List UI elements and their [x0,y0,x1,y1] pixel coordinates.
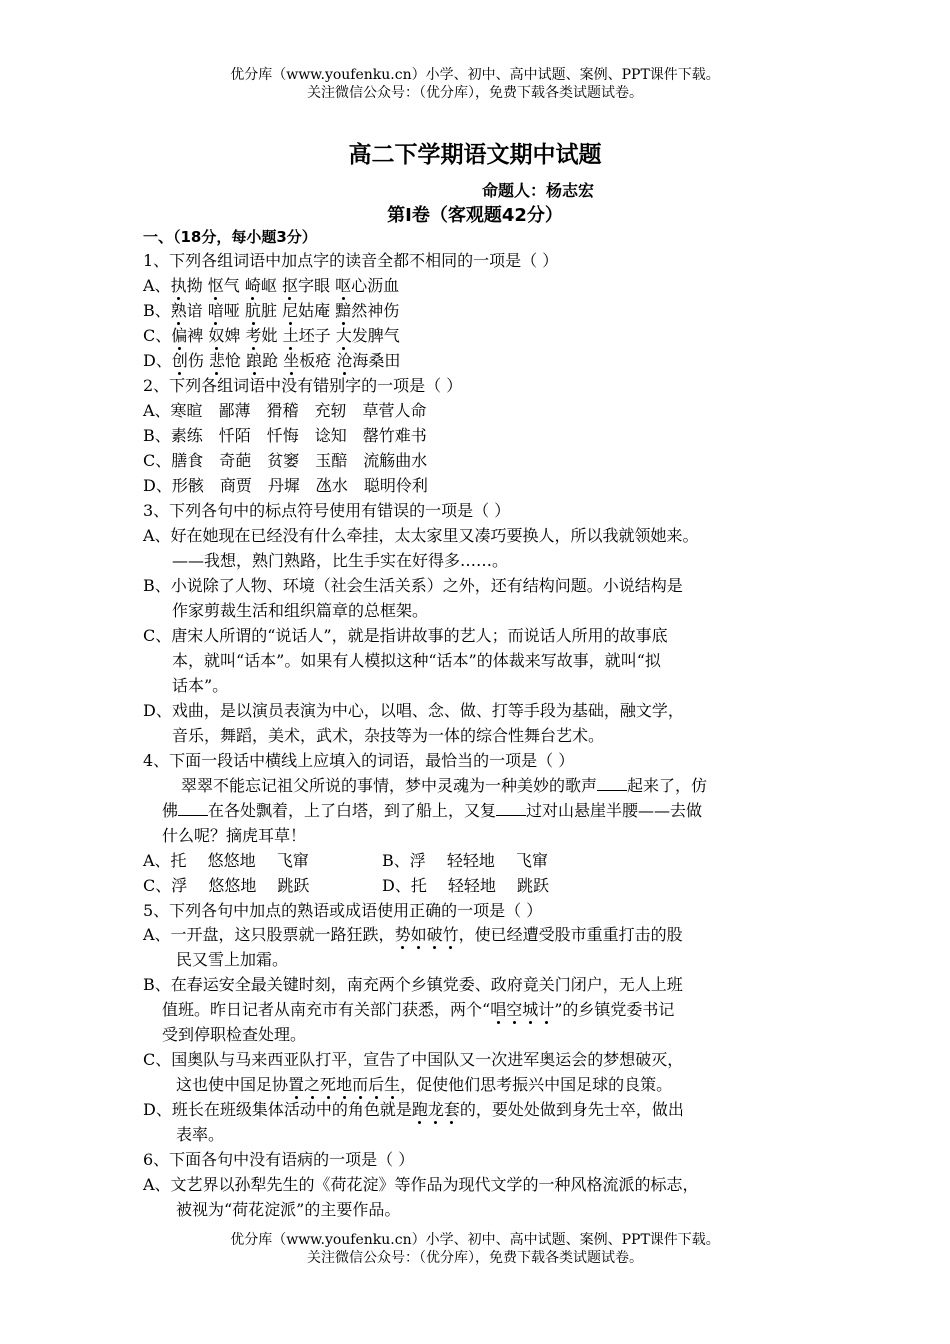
q2-option-d: D、形骸 商贾 丹墀 氹水 聪明伶利 [143,476,428,495]
q1-b-word-1: B、熟谙 [143,301,203,320]
q5-a-text: A、一开盘，这只股票就一路狂跌， [143,925,395,944]
header-line-2: 关注微信公众号：（优分库），免费下载各类试题试卷。 [307,85,643,101]
q4-option-a: A、托 悠悠地 飞窜 [143,851,309,870]
q5-option-a-line2: 民又雪上加霜。 [176,950,289,969]
q1-a-word-2: 怄气 [207,276,240,295]
q1-c-word-5: 大发脾气 [335,326,400,345]
q3-stem: 3、下列各句中的标点符号使用有错误的一项是（ ） [143,501,511,520]
q4-passage-line1 [181,773,707,798]
q5-stem: 5、下列各句中加点的熟语或成语使用正确的一项是（ ） [143,901,543,920]
q1-d-word-1: D、创伤 [143,351,204,370]
dotted-character: 悲 [208,351,225,370]
q1-stem: 1、下列各组词语中加点字的读音全都不相同的一项是（ ） [143,251,559,270]
q3-option-c-line3: 话本”。 [172,676,229,695]
q6-option-a-line1: A、文艺界以孙犁先生的《荷花淀》等作品为现代文学的一种风格流派的标志， [143,1175,699,1194]
q4-blank-3 [496,799,526,816]
q4-option-c: C、浮 悠悠地 跳跃 [143,876,310,895]
dotted-character: 崎 [244,276,261,295]
q1-b-word-3: 肮脏 [245,301,278,320]
dotted-character: 唱 [490,1000,507,1019]
q3-option-d-line1: D、戏曲，是以演员表演为中心，以唱、念、做、打等手段为基础，融文学， [143,701,684,720]
q5-option-b-line1: B、在春运安全最关键时刻，南充两个乡镇党委、政府竟关门闭户，无人上班 [143,975,683,994]
footer-line-1: 优分库（www.youfenku.cn）小学、初中、高中试题、案例、PPT课件下载。 [230,1232,720,1248]
q1-b-word-5: 黯然神伤 [335,301,400,320]
dotted-character: 坐 [283,351,300,370]
dotted-character: 生 [384,1075,401,1094]
dotted-character: 而 [352,1075,369,1094]
q4-passage-text: 过对山悬崖半腰——去做 [526,801,703,820]
dotted-character: 如 [410,925,427,944]
dotted-character: 熟 [170,301,187,320]
q3-option-a-line1: A、好在她现在已经没有什么牵挂，太太家里又凑巧要换人，所以我就领她来。 [143,526,699,545]
q4-option-b: B、浮 轻轻地 飞窜 [382,851,548,870]
section-heading: 一、（18分，每小题3分） [143,228,317,246]
q1-c-word-3: 考妣 [245,326,278,345]
q1-a-word-3: 崎岖 [244,276,277,295]
exam-author: 命题人：杨志宏 [482,181,595,200]
q5-a-text: ，使已经遭受股市重重打击的股 [458,925,683,944]
q5-c-dotted-phrase [288,1075,400,1094]
q1-d-word-2: 悲怆 [208,351,241,370]
dotted-character: 呕 [335,276,352,295]
dotted-character: 黯 [335,301,352,320]
q5-a-dotted-phrase [395,925,459,944]
q5-option-d-line2: 表率。 [176,1125,225,1144]
q1-c-word-4: 土坯子 [282,326,331,345]
dotted-character: 置 [288,1075,305,1094]
q4-passage-text: 佛 [162,801,179,820]
dotted-character: 跑 [411,1100,428,1119]
q3-option-c-line1: C、唐宋人所谓的“说话人”，就是指讲故事的艺人；而说话人所用的故事底 [143,626,668,645]
footer-line-2: 关注微信公众号：（优分库），免费下载各类试题试卷。 [307,1250,643,1266]
q4-passage-line2 [162,798,702,823]
q5-d-dotted-phrase [412,1100,460,1119]
q1-a-word-5: 呕心沥血 [335,276,400,295]
dotted-character: 考 [245,326,262,345]
dotted-character: 肮 [245,301,262,320]
q4-passage-line3: 什么呢？摘虎耳草！ [162,826,307,845]
q1-option-c [143,323,400,348]
q3-option-b-line2: 作家剪裁生活和组织篇章的总框架。 [172,601,429,620]
q5-d-text: 的，要处处做到身先士卒，做出 [459,1100,684,1119]
dotted-character: 后 [368,1075,385,1094]
header-line-1: 优分库（www.youfenku.cn）小学、初中、高中试题、案例、PPT课件下载。 [230,67,720,83]
q3-option-c-line2: 本，就叫“话本”。如果有人模拟这种“话本”的体裁来写故事，就叫“拟 [172,651,661,670]
volume-heading: 第Ⅰ卷（客观题42分） [387,205,563,226]
q1-d-word-5: 沧海桑田 [336,351,401,370]
dotted-character: 创 [171,351,188,370]
dotted-character: 怄 [207,276,224,295]
dotted-character: 执 [170,276,187,295]
dotted-character: 城 [522,1000,539,1019]
q1-c-word-1: C、偏裨 [143,326,204,345]
exam-title: 高二下学期语文期中试题 [348,142,602,168]
q1-option-b [143,298,399,323]
dotted-character: 死 [320,1075,337,1094]
dotted-character: 大 [335,326,352,345]
dotted-character: 套 [443,1100,460,1119]
q3-option-a-line2: ——我想，熟门熟路，比生手实在好得多……。 [172,551,509,570]
dotted-character: 抠 [281,276,298,295]
dotted-character: 偏 [171,326,188,345]
q1-b-word-4: 尼姑庵 [282,301,331,320]
dotted-character: 势 [394,925,411,944]
dotted-character: 尼 [282,301,299,320]
q5-option-b-line2 [162,997,674,1022]
dotted-character: 空 [506,1000,523,1019]
dotted-character: 破 [426,925,443,944]
q3-option-b-line1: B、小说除了人物、环境（社会生活关系）之外，还有结构问题。小说结构是 [143,576,683,595]
dotted-character: 土 [282,326,299,345]
q5-b-text: ”的乡镇党委书记 [554,1000,675,1019]
q2-option-c: C、膳食 奇葩 贫窭 玉醅 流觞曲水 [143,451,428,470]
q5-d-text: D、班长在班级集体活动中的角色就是 [143,1100,412,1119]
q5-b-text: 值班。昨日记者从南充市有关部门获悉，两个“ [162,1000,491,1019]
q4-blank-1 [597,774,627,791]
q6-option-a-line2: 被视为“荷花淀派”的主要作品。 [176,1200,401,1219]
q5-option-b-line3: 受到停职检查处理。 [162,1025,307,1044]
dotted-character: 喑 [207,301,224,320]
dotted-character: 沧 [336,351,353,370]
q1-option-d [143,348,400,373]
q2-option-a: A、寒暄 鄙薄 猾稽 充轫 草菅人命 [143,401,427,420]
q5-b-dotted-phrase [490,1000,554,1019]
q1-a-word-4: 抠字眼 [281,276,330,295]
dotted-character: 计 [538,1000,555,1019]
q5-option-d-line1 [143,1097,684,1122]
q4-passage-text: 翠翠不能忘记祖父所说的事情，梦中灵魂为一种美妙的歌声 [181,776,598,795]
q1-a-word-1: A、执拗 [143,276,203,295]
q3-option-d-line2: 音乐，舞蹈，美术，武术，杂技等为一体的综合性舞台艺术。 [172,726,605,745]
q6-stem: 6、下面各句中没有语病的一项是（ ） [143,1150,415,1169]
q4-blank-2 [178,799,208,816]
q2-stem: 2、下列各组词语中没有错别字的一项是（ ） [143,376,463,395]
dotted-character: 龙 [427,1100,444,1119]
q1-d-word-3: 踉跄 [246,351,279,370]
dotted-character: 地 [336,1075,353,1094]
q5-option-c-line2 [176,1072,672,1097]
dotted-character: 奴 [208,326,225,345]
q4-stem: 4、下面一段话中横线上应填入的词语，最恰当的一项是（ ） [143,751,575,770]
q4-passage-text: 起来了，仿 [627,776,708,795]
q5-option-a-line1 [143,922,683,947]
q2-option-b: B、素练 忏陌 忏悔 谂知 罄竹难书 [143,426,427,445]
q5-option-c-line1: C、国奥队与马来西亚队打平，宣告了中国队又一次进军奥运会的梦想破灭， [143,1050,684,1069]
q4-option-d: D、托 轻轻地 跳跃 [382,876,550,895]
q4-passage-text: 在各处飘着，上了白塔，到了船上，又复 [208,801,497,820]
q1-b-word-2: 喑哑 [207,301,240,320]
dotted-character: 之 [304,1075,321,1094]
q1-c-word-2: 奴婢 [208,326,241,345]
q1-option-a [143,273,399,298]
dotted-character: 竹 [442,925,459,944]
q5-c-text: 这也使中国足协 [176,1075,289,1094]
q1-d-word-4: 坐板疮 [283,351,332,370]
q5-c-text: ，促使他们思考振兴中国足球的良策。 [400,1075,673,1094]
page-footer [0,1231,950,1267]
dotted-character: 踉 [246,351,263,370]
page-header [0,66,950,102]
